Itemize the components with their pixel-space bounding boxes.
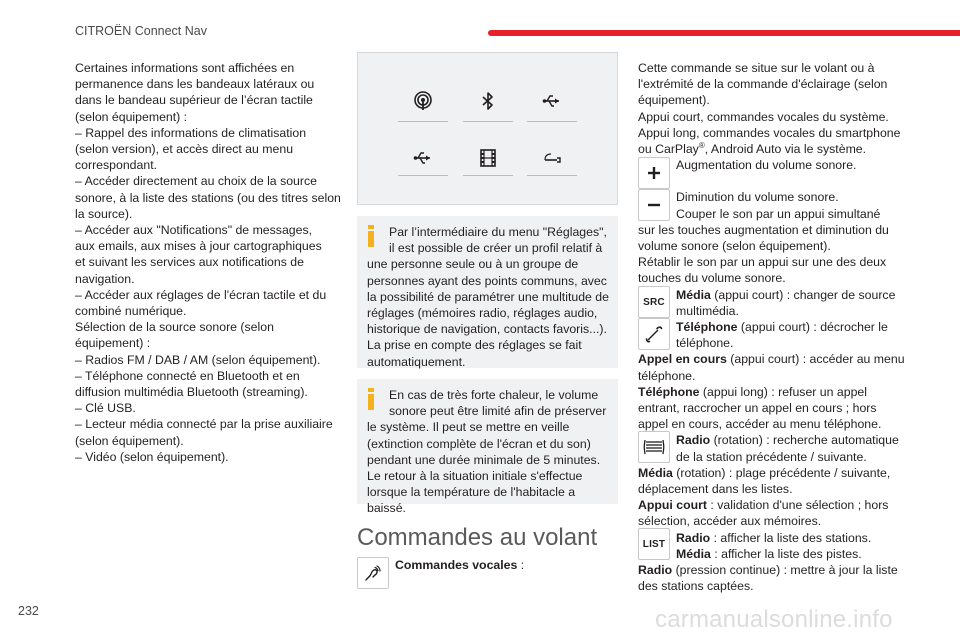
text-line: historique de navigation, contacts favoris...). <box>367 322 607 337</box>
text-line: la source). <box>75 206 133 221</box>
text-line: volume sonore (selon équipement). <box>638 239 831 254</box>
bold-term: Média <box>638 465 673 480</box>
text-line: Sélection de la source sonore (selon <box>75 320 274 335</box>
text-line: appel en cours, accéder au menu téléphone. <box>638 417 882 432</box>
text-line: personnes ayant des points communs, avec <box>367 273 607 288</box>
text-line <box>638 497 910 513</box>
text-line <box>638 351 910 367</box>
text-line: entrant, raccrocher un appel en cours ; hors <box>638 401 877 416</box>
text-line <box>638 530 910 546</box>
text-line: pendant une durée minimale de 5 minutes. <box>367 452 601 467</box>
text-line: l'extrémité de la commande d'éclairage (selon <box>638 77 888 92</box>
scroll-wheel-icon <box>643 436 665 458</box>
watermark: carmanualsonline.info <box>655 606 893 633</box>
bold-term: Commandes vocales <box>395 558 518 572</box>
src-button-icon <box>638 286 670 318</box>
bold-term: Radio <box>676 530 711 545</box>
list-button-icon <box>638 528 670 560</box>
text-line: des stations captées. <box>638 579 754 594</box>
header-title: CITROËN Connect Nav <box>75 24 207 38</box>
text-fragment: , Android Auto via le système. <box>704 142 867 157</box>
header-accent-bar <box>488 30 960 36</box>
text-line: la possibilité de paramétrer une multitude de <box>367 289 609 304</box>
text-line: multimédia. <box>676 303 739 318</box>
text-line <box>638 432 910 448</box>
video-icon <box>478 148 498 168</box>
volume-up-button-icon <box>638 157 670 189</box>
column-1-text <box>75 60 343 465</box>
bold-term: Appel en cours <box>638 352 727 367</box>
text-line: automatiquement. <box>367 354 466 369</box>
text-fragment: (pression continue) : mettre à jour la liste <box>672 563 898 578</box>
text-line: Certaines informations sont affichées en <box>75 61 295 75</box>
icon-divider <box>463 121 513 122</box>
icon-divider <box>398 175 448 176</box>
text-line <box>638 562 910 578</box>
radio-icon <box>413 91 433 111</box>
text-line: – Radios FM / DAB / AM (selon équipement). <box>75 352 321 367</box>
minus-icon <box>645 196 663 214</box>
column-3-text <box>638 60 910 595</box>
text-line: – Vidéo (selon équipement). <box>75 449 229 464</box>
text-line: Appui long, commandes vocales du smartphone <box>638 125 901 140</box>
info-icon <box>368 388 374 410</box>
bluetooth-icon <box>478 91 498 111</box>
text-line: – Clé USB. <box>75 401 136 416</box>
bold-term: Appui court <box>638 498 707 513</box>
bold-term: Radio <box>676 433 711 448</box>
text-line: La prise en compte des réglages se fait <box>367 338 582 353</box>
text-line: Augmentation du volume sonore. <box>676 158 857 173</box>
text-line: dans le bandeau supérieur de l’écran tactile <box>75 93 313 108</box>
text-line: (selon équipement). <box>75 433 184 448</box>
usb-icon <box>542 91 562 111</box>
text-line: sonore peut être limité afin de préserver <box>389 404 607 419</box>
text-fragment: (rotation) : recherche automatique <box>710 433 899 448</box>
voice-commands-label <box>395 557 615 573</box>
text-fragment: : <box>517 558 525 572</box>
registered-mark: ® <box>698 140 705 150</box>
text-line: et suivant les services aux notifications de <box>75 255 304 270</box>
icon-divider <box>463 175 513 176</box>
text-line: sélection, accéder aux mémoires. <box>638 514 822 529</box>
text-line: Le retour à la situation initiale s'effectue <box>367 469 583 484</box>
text-line: Couper le son par un appui simultané <box>676 206 881 221</box>
text-line: de la station précédente / suivante. <box>676 449 867 464</box>
text-line: – Accéder directement au choix de la source <box>75 174 317 189</box>
text-fragment: (appui court) : changer de source <box>710 287 896 302</box>
text-fragment: (appui court) : accéder au menu <box>726 352 905 367</box>
text-line <box>638 319 910 335</box>
info-icon <box>368 225 374 247</box>
text-line: lorsque la température de l'habitacle a baissé. <box>367 485 576 516</box>
text-fragment: : validation d'une sélection ; hors <box>707 498 889 513</box>
text-line <box>638 287 910 303</box>
bold-term: Média <box>676 546 711 561</box>
text-line: permanence dans les bandeaux latéraux ou <box>75 77 315 92</box>
text-line <box>638 546 910 562</box>
text-line: (extinction complète de l'écran et du son) <box>367 436 591 451</box>
text-line: – Accéder aux réglages de l'écran tactile et du <box>75 287 327 302</box>
text-line: combiné numérique. <box>75 304 187 319</box>
text-line: aux emails, aux mises à jour cartographiques <box>75 239 322 254</box>
text-line: correspondant. <box>75 158 158 173</box>
text-fragment: (appui long) : refuser un appel <box>699 384 867 399</box>
text-line: – Rappel des informations de climatisation <box>75 125 307 140</box>
text-line: sur les touches augmentation et diminution du <box>638 222 889 237</box>
text-line <box>638 465 910 481</box>
text-line: navigation. <box>75 271 135 286</box>
icon-divider <box>398 121 448 122</box>
plus-icon <box>645 164 663 182</box>
audio-source-icon-panel <box>357 52 618 205</box>
text-fragment: (appui court) : décrocher le <box>737 320 888 335</box>
text-line: – Téléphone connecté en Bluetooth et en <box>75 368 300 383</box>
text-line: sonore, à la liste des stations (ou des titres selon <box>75 190 341 205</box>
text-line: téléphone. <box>638 368 696 383</box>
voice-command-button-icon <box>357 557 389 589</box>
text-fragment: ou CarPlay <box>638 142 699 157</box>
rotary-wheel-icon-box <box>638 431 670 463</box>
text-line: téléphone. <box>676 336 734 351</box>
bold-term: Téléphone <box>676 320 738 335</box>
text-line: Cette commande se situe sur le volant ou à <box>638 61 875 75</box>
page-number: 232 <box>18 604 39 618</box>
text-line: déplacement dans les listes. <box>638 482 793 497</box>
bold-term: Téléphone <box>638 384 700 399</box>
text-line: Diminution du volume sonore. <box>676 190 839 205</box>
text-line: – Accéder aux "Notifications" de messages, <box>75 223 313 238</box>
text-line: une personne seule ou à un groupe de <box>367 257 579 272</box>
icon-divider <box>527 175 577 176</box>
src-label: SRC <box>643 296 665 308</box>
bold-term: Radio <box>638 563 673 578</box>
text-line: touches du volume sonore. <box>638 271 786 286</box>
volume-down-button-icon <box>638 189 670 221</box>
text-line: Appui court, commandes vocales du système. <box>638 109 889 124</box>
info-note-profiles <box>357 216 618 368</box>
text-line: diffusion multimédia Bluetooth (streaming). <box>75 385 308 400</box>
list-label: LIST <box>642 538 666 550</box>
info-note-heat <box>357 379 618 516</box>
text-fragment: : afficher la liste des pistes. <box>710 546 862 561</box>
text-line: il est possible de créer un profil relatif à <box>389 241 603 256</box>
text-line <box>638 384 910 400</box>
text-line: En cas de très forte chaleur, le volume <box>389 388 599 402</box>
text-line: équipement). <box>638 93 710 108</box>
section-title: Commandes au volant <box>357 524 598 551</box>
text-fragment: (rotation) : plage précédente / suivante, <box>672 465 891 480</box>
text-line: équipement) : <box>75 336 151 351</box>
text-line: le système. Il peut se mettre en veille <box>367 420 570 435</box>
phone-icon <box>644 324 664 344</box>
text-line: Rétablir le son par un appui sur une des deux <box>638 255 887 270</box>
voice-command-icon <box>363 563 383 583</box>
text-line <box>638 141 910 157</box>
text-line: réglages (mémoires radio, réglages audio, <box>367 306 598 321</box>
icon-divider <box>527 121 577 122</box>
text-line: (selon version), et accès direct au menu <box>75 142 294 157</box>
text-line: (selon équipement) : <box>75 109 188 124</box>
aux-jack-icon <box>542 148 562 168</box>
text-line: – Lecteur média connecté par la prise auxiliaire <box>75 417 333 432</box>
phone-button-icon <box>638 318 670 350</box>
usb-icon <box>413 148 433 168</box>
text-fragment: : afficher la liste des stations. <box>710 530 872 545</box>
text-line: Par l’intermédiaire du menu "Réglages", <box>389 225 607 239</box>
bold-term: Média <box>676 287 711 302</box>
